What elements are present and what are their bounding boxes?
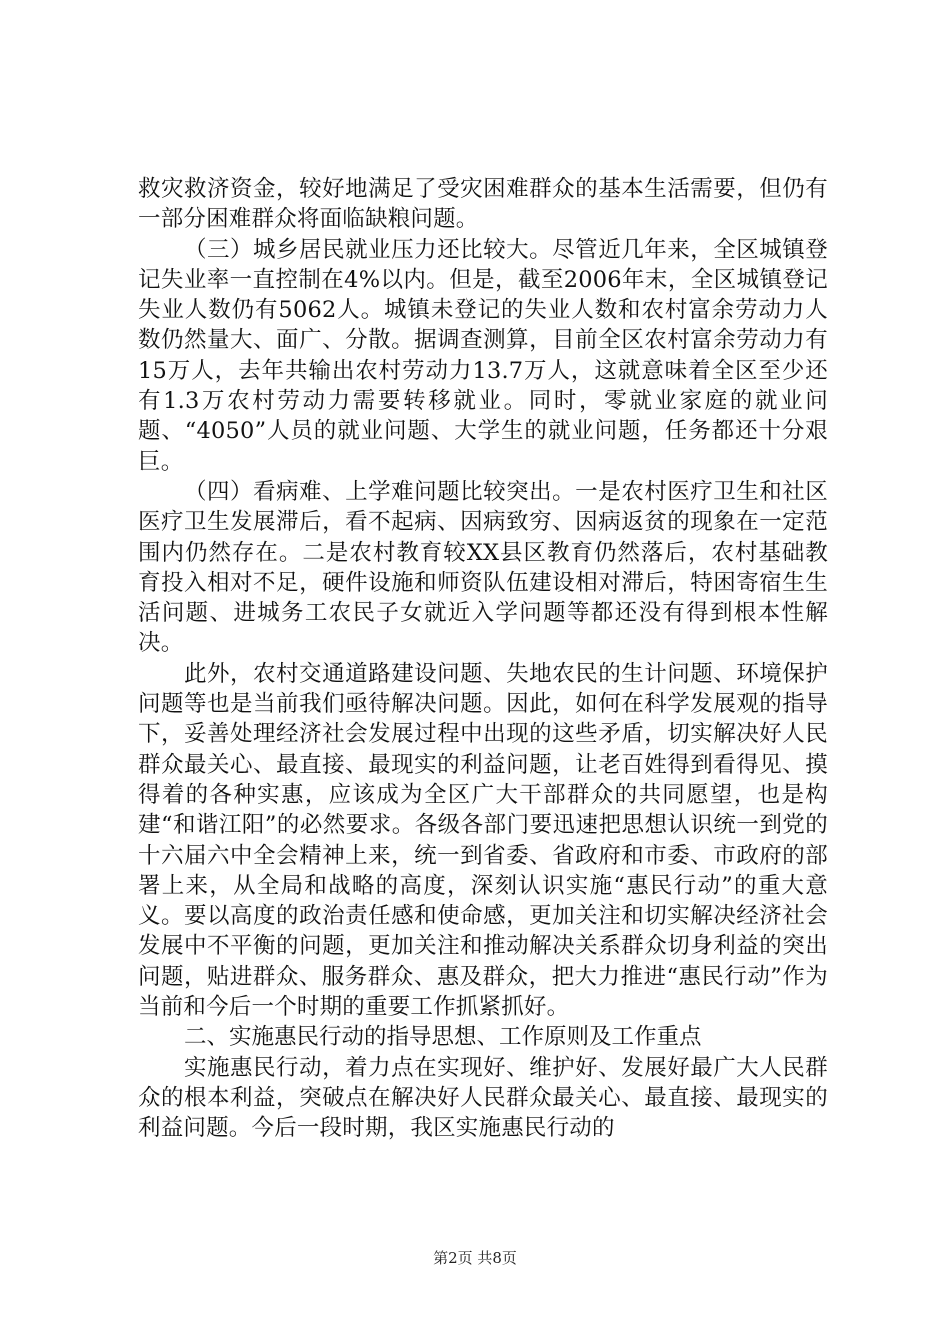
paragraph-continuation: 救灾救济资金，较好地满足了受灾困难群众的基本生活需要，但仍有一部分困难群众将面临缺粮问题。 — [138, 176, 828, 233]
document-body — [138, 174, 828, 1144]
section-heading: 二、实施惠民行动的指导思想、工作原则及工作重点 — [184, 1024, 702, 1051]
page-footer: 第2页 共8页 — [433, 1249, 517, 1267]
paragraph-additional-issues: 此外，农村交通道路建设问题、失地农民的生计问题、环境保护问题等也是当前我们亟待解决问题。因此，如何在科学发展观的指导下，妥善处理经济社会发展过程中出现的这些矛盾，切实解决好人民群众最关心、最直接、最现实的利益问题，让老百姓得到看得见、摸得着的各种实惠，应该成为全区广大干部群众的共同愿望，也是构建“和谐江阳”的必然要求。各级各部门要迅速把思想认识统一到党的十六届六中全会精神上来，统一到省委、省政府和市委、市政府的部署上来，从全局和战略的高度，深刻认识实施“惠民行动”的重大意义。要以高度的政治责任感和使命感，更加关注和切实解决经济社会发展中不平衡的问题，更加关注和推动解决关系群众切身利益的突出问题，贴进群众、服务群众、惠及群众，把大力推进“惠民行动”作为当前和今后一个时期的重要工作抓紧抓好。 — [138, 660, 828, 1021]
paragraph-medical-education: （四）看病难、上学难问题比较突出。一是农村医疗卫生和社区医疗卫生发展滞后，看不起病、因病致穷、因病返贫的现象在一定范围内仍然存在。二是农村教育较XX县区教育仍然落后，农村基础教育投入相对不足，硬件设施和师资队伍建设相对滞后，特困寄宿生生活问题、进城务工农民子女就近入学问题等都还没有得到根本性解决。 — [138, 478, 828, 657]
paragraph-employment-pressure: （三）城乡居民就业压力还比较大。尽管近几年来，全区城镇登记失业率一直控制在4%以内。但是，截至2006年末，全区城镇登记失业人数仍有5062人。城镇未登记的失业人数和农村富余劳动力人数仍然量大、面广、分散。据调查测算，目前全区农村富余劳动力有15万人，去年共输出农村劳动力13.7万人，这就意味着全区至少还有1.3万农村劳动力需要转移就业。同时，零就业家庭的就业问题、“4050”人员的就业问题、大学生的就业问题，任务都还十分艰巨。 — [138, 236, 828, 475]
paragraph-implementation: 实施惠民行动，着力点在实现好、维护好、发展好最广大人民群众的根本利益，突破点在解决好人民群众最关心、最直接、最现实的利益问题。今后一段时期，我区实施惠民行动的 — [138, 1054, 828, 1142]
